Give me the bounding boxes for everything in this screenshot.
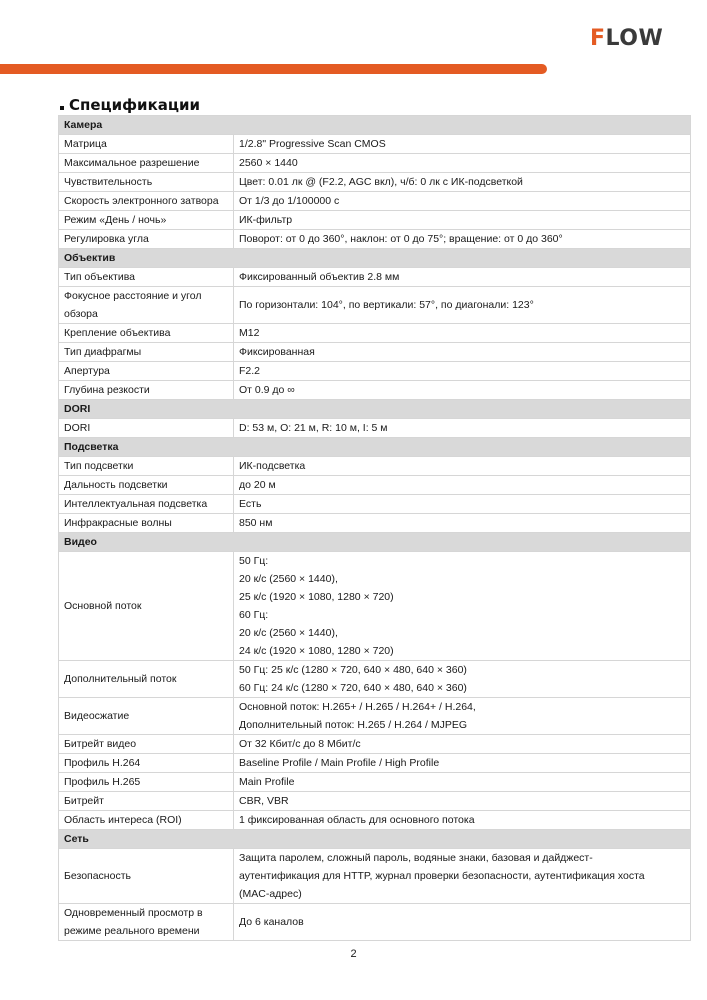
spec-value-line: 25 к/с (1920 × 1080, 1280 × 720) (239, 591, 394, 603)
spec-value (234, 381, 691, 400)
spec-value-line: Main Profile (239, 776, 295, 788)
spec-row (59, 343, 691, 362)
spec-row (59, 230, 691, 249)
spec-value-line: M12 (239, 327, 260, 339)
spec-row (59, 457, 691, 476)
spec-key: Профиль H.265 (59, 773, 234, 792)
page-title: Спецификации (60, 96, 200, 114)
spec-value-line: ИК-фильтр (239, 214, 293, 226)
spec-value (234, 154, 691, 173)
spec-row (59, 811, 691, 830)
spec-value (234, 192, 691, 211)
spec-value (234, 268, 691, 287)
spec-value (234, 514, 691, 533)
spec-key: Регулировка угла (59, 230, 234, 249)
spec-value-line: Baseline Profile / Main Profile / High Profile (239, 757, 440, 769)
section-title: Подсветка (59, 438, 691, 457)
spec-row (59, 287, 691, 324)
spec-value (234, 698, 691, 735)
spec-key: Видеосжатие (59, 698, 234, 735)
spec-value (234, 135, 691, 154)
spec-value-line: D: 53 м, O: 21 м, R: 10 м, I: 5 м (239, 422, 388, 434)
section-header (59, 438, 691, 457)
spec-row (59, 324, 691, 343)
spec-row (59, 849, 691, 904)
spec-row (59, 362, 691, 381)
spec-value-line: Основной поток: H.265+ / H.265 / H.264+ / H.264, (239, 701, 476, 713)
spec-key: Апертура (59, 362, 234, 381)
spec-value-line: Фиксированная (239, 346, 315, 358)
spec-row (59, 773, 691, 792)
spec-row (59, 661, 691, 698)
spec-key: Интеллектуальная подсветка (59, 495, 234, 514)
spec-value (234, 230, 691, 249)
spec-row (59, 698, 691, 735)
spec-key: Фокусное расстояние и угол обзора (59, 287, 234, 324)
spec-key: Профиль H.264 (59, 754, 234, 773)
section-title: DORI (59, 400, 691, 419)
spec-value-line: От 1/3 до 1/100000 с (239, 195, 340, 207)
spec-value (234, 792, 691, 811)
spec-value-line: (MAC-адрес) (239, 888, 302, 900)
spec-value-line: F2.2 (239, 365, 261, 377)
spec-key: DORI (59, 419, 234, 438)
spec-value-line: 20 к/с (2560 × 1440), (239, 573, 338, 585)
spec-value-line: Дополнительный поток: H.265 / H.264 / MJPEG (239, 719, 468, 731)
spec-row (59, 754, 691, 773)
spec-value (234, 457, 691, 476)
section-header (59, 400, 691, 419)
spec-value-line: По горизонтали: 104°, по вертикали: 57°, по диагонали: 123° (239, 299, 534, 311)
spec-value-line: От 0.9 до ∞ (239, 384, 295, 396)
spec-value (234, 476, 691, 495)
spec-value (234, 661, 691, 698)
spec-value (234, 552, 691, 661)
spec-key: Битрейт (59, 792, 234, 811)
spec-key: Область интереса (ROI) (59, 811, 234, 830)
spec-value-line: 50 Гц: (239, 555, 269, 567)
spec-value-line: Цвет: 0.01 лк @ (F2.2, AGC вкл), ч/б: 0 лк с ИК-подсветкой (239, 176, 523, 188)
spec-key: Глубина резкости (59, 381, 234, 400)
spec-key: Тип подсветки (59, 457, 234, 476)
spec-key: Скорость электронного затвора (59, 192, 234, 211)
spec-row (59, 173, 691, 192)
section-header (59, 533, 691, 552)
spec-value-line: Фиксированный объектив 2.8 мм (239, 271, 400, 283)
spec-row (59, 268, 691, 287)
spec-value (234, 287, 691, 324)
spec-value (234, 343, 691, 362)
spec-row (59, 381, 691, 400)
spec-value (234, 773, 691, 792)
spec-value-line: CBR, VBR (239, 795, 289, 807)
spec-value (234, 735, 691, 754)
spec-value-line: 60 Гц: 24 к/с (1280 × 720, 640 × 480, 640 × 360) (239, 682, 467, 694)
header-accent-bar (0, 64, 547, 74)
spec-key: Чувствительность (59, 173, 234, 192)
section-title: Объектив (59, 249, 691, 268)
spec-row (59, 904, 691, 941)
spec-value-line: 60 Гц: (239, 609, 269, 621)
spec-key: Тип объектива (59, 268, 234, 287)
title-bullet-icon (60, 106, 64, 110)
spec-value-line: 1/2.8" Progressive Scan CMOS (239, 138, 386, 150)
section-title: Сеть (59, 830, 691, 849)
spec-row (59, 154, 691, 173)
spec-value-line: до 20 м (239, 479, 276, 491)
spec-row (59, 211, 691, 230)
spec-value-line: Защита паролем, сложный пароль, водяные знаки, базовая и дайджест- (239, 852, 593, 864)
spec-value-line: Поворот: от 0 до 360°, наклон: от 0 до 75°; вращение: от 0 до 360° (239, 233, 563, 245)
spec-key: Дополнительный поток (59, 661, 234, 698)
spec-value-line: 1 фиксированная область для основного потока (239, 814, 475, 826)
spec-key: Битрейт видео (59, 735, 234, 754)
spec-key: Максимальное разрешение (59, 154, 234, 173)
spec-value-line: аутентификация для HTTP, журнал проверки безопасности, аутентификация хоста (239, 870, 645, 882)
spec-value-line: 24 к/с (1920 × 1080, 1280 × 720) (239, 645, 394, 657)
spec-value (234, 754, 691, 773)
spec-value-line: 50 Гц: 25 к/с (1280 × 720, 640 × 480, 640 × 360) (239, 664, 467, 676)
spec-row (59, 552, 691, 661)
spec-key: Крепление объектива (59, 324, 234, 343)
spec-value (234, 904, 691, 941)
spec-key: Дальность подсветки (59, 476, 234, 495)
spec-row (59, 135, 691, 154)
spec-row (59, 735, 691, 754)
spec-value (234, 362, 691, 381)
spec-value (234, 811, 691, 830)
spec-value (234, 849, 691, 904)
page-number: 2 (350, 948, 357, 960)
section-header (59, 249, 691, 268)
spec-value-line: 850 нм (239, 517, 273, 529)
spec-row (59, 792, 691, 811)
spec-key: Одновременный просмотр в режиме реального времени (59, 904, 234, 941)
spec-value-line: 20 к/с (2560 × 1440), (239, 627, 338, 639)
spec-key: Режим «День / ночь» (59, 211, 234, 230)
spec-value (234, 173, 691, 192)
spec-key: Инфракрасные волны (59, 514, 234, 533)
spec-value (234, 495, 691, 514)
spec-key: Безопасность (59, 849, 234, 904)
section-header (59, 116, 691, 135)
spec-key: Основной поток (59, 552, 234, 661)
spec-value (234, 419, 691, 438)
brand-logo: FLOW (590, 26, 664, 51)
spec-table (58, 115, 691, 941)
section-title: Камера (59, 116, 691, 135)
spec-value-line: 2560 × 1440 (239, 157, 298, 169)
spec-value-line: От 32 Кбит/с до 8 Мбит/с (239, 738, 361, 750)
section-title: Видео (59, 533, 691, 552)
spec-value-line: Есть (239, 498, 262, 510)
spec-value (234, 324, 691, 343)
spec-value (234, 211, 691, 230)
spec-row (59, 514, 691, 533)
spec-value-line: До 6 каналов (239, 916, 304, 928)
spec-row (59, 419, 691, 438)
spec-key: Матрица (59, 135, 234, 154)
spec-row (59, 495, 691, 514)
section-header (59, 830, 691, 849)
spec-key: Тип диафрагмы (59, 343, 234, 362)
spec-row (59, 192, 691, 211)
spec-row (59, 476, 691, 495)
spec-value-line: ИК-подсветка (239, 460, 306, 472)
